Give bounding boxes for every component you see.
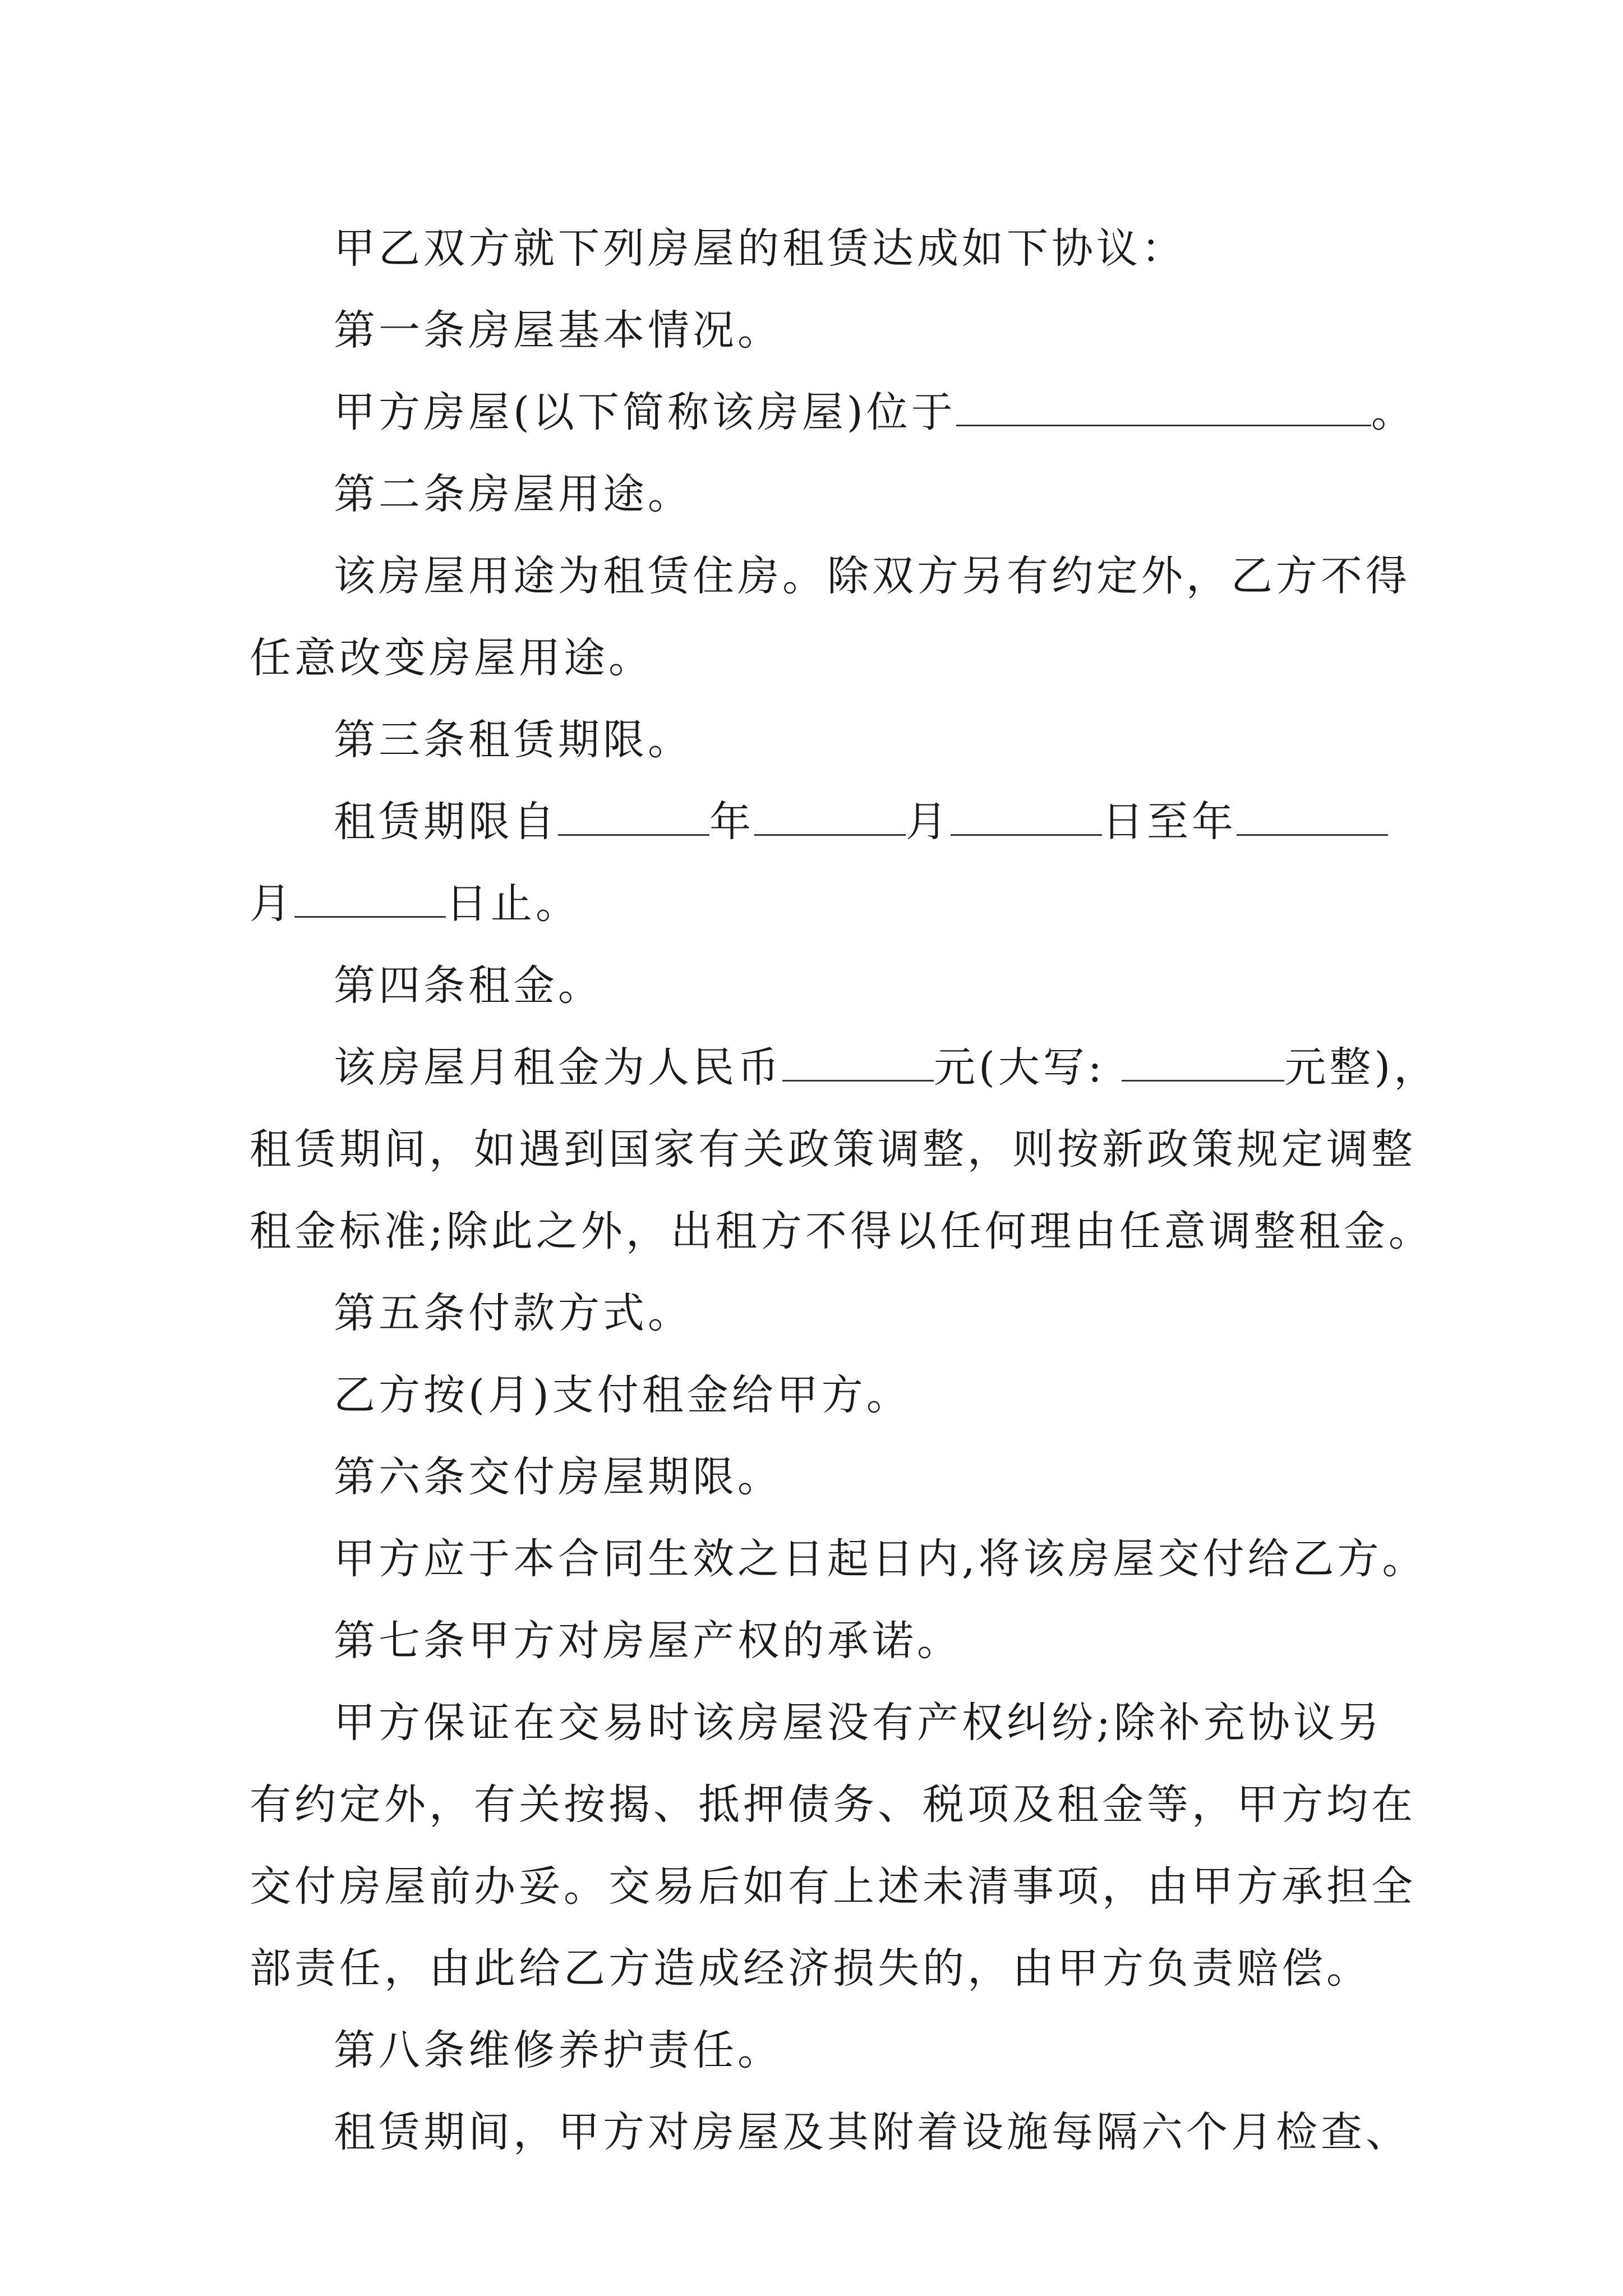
address-blank — [956, 390, 1371, 426]
article-4-text-2: 租赁期间，如遇到国家有关政策调整，则按新政策规定调整 — [250, 1125, 1416, 1174]
day-to-year-label: 日至年 — [1102, 798, 1237, 846]
article-1-title — [250, 289, 1394, 371]
start-year-blank — [558, 799, 709, 836]
article-2-text-2: 任意改变房屋用途。 — [250, 634, 653, 682]
article-3-title — [250, 699, 1394, 781]
article-7-text-3: 交付房屋前办妥。交易后如有上述未清事项，由甲方承担全 — [250, 1862, 1416, 1911]
article-1-title-text: 第一条房屋基本情况。 — [334, 306, 782, 355]
article-7-line-4 — [250, 1927, 1394, 2009]
article-4-line-1 — [250, 1027, 1439, 1108]
article-3-line-1 — [250, 781, 1394, 863]
end-month-label: 月 — [250, 880, 294, 928]
article-7-title — [250, 1600, 1394, 1682]
article-3-line-2 — [250, 863, 1394, 945]
article-7-text-1: 甲方保证在交易时该房屋没有产权纠纷;除补充协议另 — [334, 1699, 1383, 1747]
intro-paragraph — [250, 208, 1394, 289]
article-4-line-2 — [250, 1108, 1416, 1190]
article-2-text-1: 该房屋用途为租赁住房。除双方另有约定外，乙方不得 — [334, 552, 1410, 600]
article-2-title — [250, 453, 1394, 535]
article-7-line-1 — [250, 1682, 1394, 1764]
article-7-title-text: 第七条甲方对房屋产权的承诺。 — [334, 1617, 962, 1665]
article-4-text-3: 租金标准;除此之外，出租方不得以任何理由任意调整租金。 — [250, 1207, 1433, 1255]
article-5-title-text: 第五条付款方式。 — [334, 1289, 693, 1337]
article-2-line-2 — [250, 617, 1394, 699]
rent-capital-label: 元(大写: — [934, 1043, 1122, 1092]
start-month-blank — [754, 799, 906, 836]
article-6-content — [250, 1518, 1427, 1600]
article-6-title — [250, 1436, 1394, 1518]
start-day-blank — [951, 799, 1102, 836]
end-day-label: 日止。 — [446, 880, 580, 928]
article-1-end: 。 — [1371, 388, 1416, 436]
article-8-line-1 — [250, 2091, 1410, 2173]
rent-capital-blank — [1122, 1045, 1284, 1082]
article-5-title — [250, 1272, 1394, 1354]
rent-end-label: 元整)， — [1284, 1043, 1439, 1092]
article-6-title-text: 第六条交付房屋期限。 — [334, 1453, 782, 1501]
article-4-title — [250, 945, 1394, 1027]
rent-label: 该房屋月租金为人民币 — [334, 1043, 782, 1092]
article-5-text: 乙方按(月)支付租金给甲方。 — [334, 1371, 911, 1419]
contract-body — [250, 208, 1439, 2173]
article-7-line-2 — [250, 1764, 1416, 1846]
article-8-title — [250, 2009, 1394, 2091]
article-8-title-text: 第八条维修养护责任。 — [334, 2026, 782, 2074]
article-1-text: 甲方房屋(以下简称该房屋)位于 — [334, 388, 956, 436]
article-3-title-text: 第三条租赁期限。 — [334, 716, 693, 764]
article-5-content — [250, 1354, 1394, 1436]
end-year-blank — [1237, 799, 1388, 836]
end-month-blank — [294, 881, 446, 918]
lease-from-label: 租赁期限自 — [334, 798, 558, 846]
article-7-text-4: 部责任，由此给乙方造成经济损失的，由甲方负责赔偿。 — [250, 1944, 1371, 1993]
article-2-title-text: 第二条房屋用途。 — [334, 470, 693, 518]
rent-amount-blank — [782, 1045, 934, 1082]
article-7-line-3 — [250, 1846, 1416, 1927]
year-label: 年 — [709, 798, 754, 846]
month-label: 月 — [906, 798, 951, 846]
article-8-text-1: 租赁期间，甲方对房屋及其附着设施每隔六个月检查、 — [334, 2108, 1410, 2156]
article-4-line-3 — [250, 1190, 1433, 1272]
article-7-text-2: 有约定外，有关按揭、抵押债务、税项及租金等，甲方均在 — [250, 1780, 1416, 1829]
intro-text: 甲乙双方就下列房屋的租赁达成如下协议： — [334, 224, 1186, 273]
article-4-title-text: 第四条租金。 — [334, 961, 603, 1010]
article-1-content — [250, 371, 1416, 453]
article-2-line-1 — [250, 535, 1410, 617]
article-6-text: 甲方应于本合同生效之日起日内,将该房屋交付给乙方。 — [334, 1535, 1427, 1583]
